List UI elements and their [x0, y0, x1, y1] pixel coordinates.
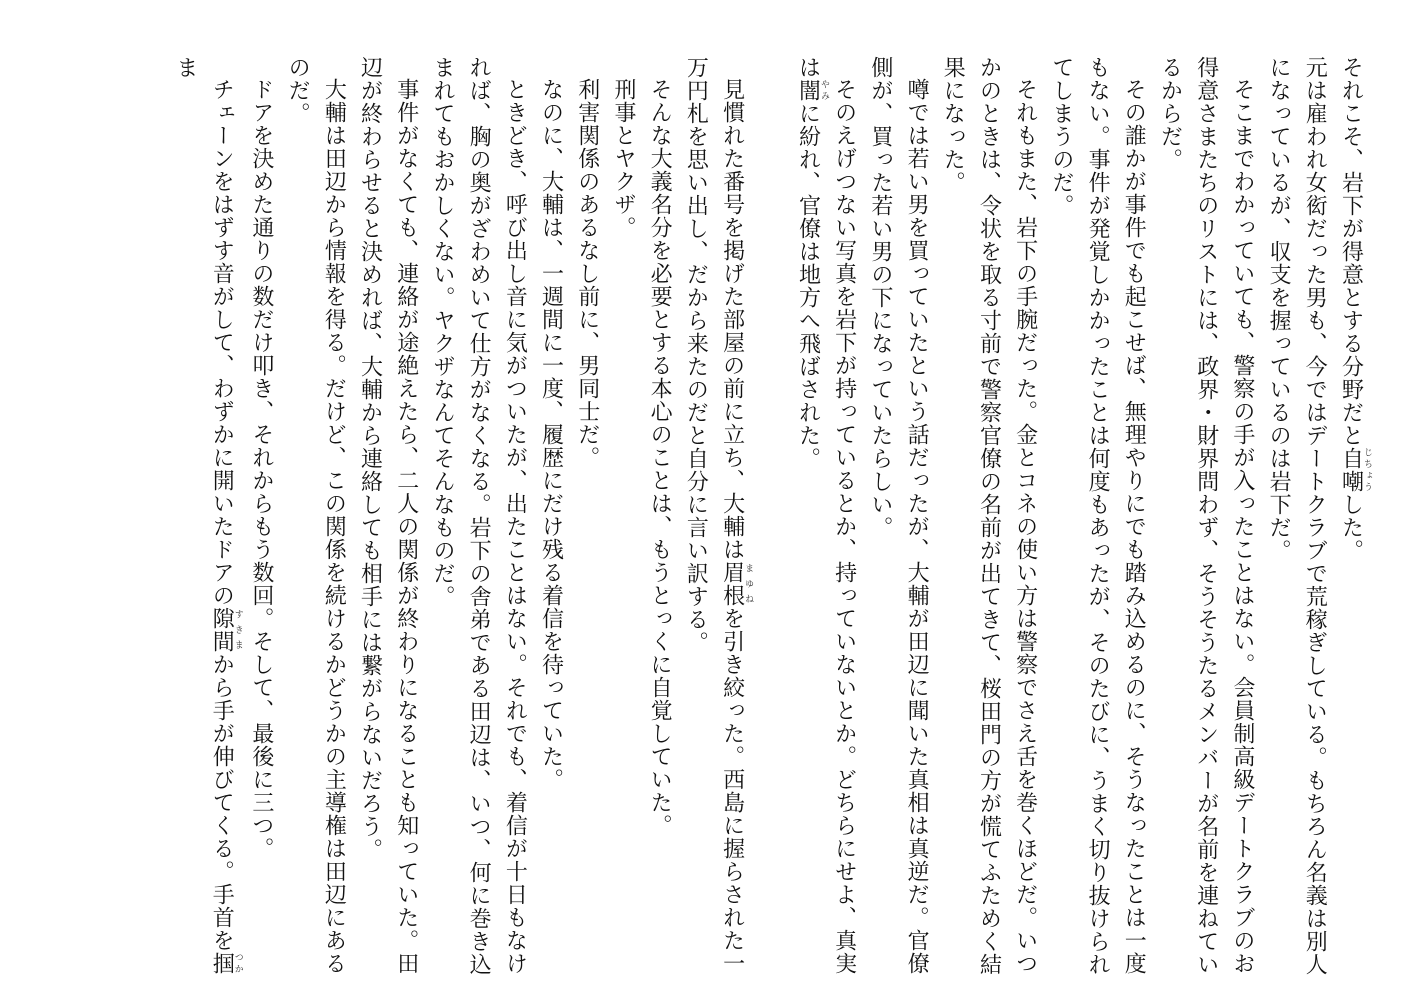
- paragraph: [605, 56, 641, 980]
- text-run: そのえげつない写真を岩下が持っているとか、持っていないとか。どちらにせよ、真実は: [795, 56, 857, 975]
- paragraph: [934, 56, 1043, 980]
- text-run: それこそ、岩下が得意とする分野だと: [1338, 56, 1364, 447]
- text-run: に紛れ、官僚は地方へ飛ばされた。: [795, 102, 821, 470]
- ruby-reading: すきま: [232, 607, 243, 653]
- ruby-base: 眉根: [719, 561, 745, 607]
- text-run: 見慣れた番号を掲げた部屋の前に立ち、大輔は: [719, 78, 745, 561]
- ruby-reading: まゆね: [743, 561, 754, 607]
- ruby-base: 闇: [795, 79, 821, 102]
- ruby-base: 掴: [209, 952, 235, 975]
- ruby-reading: つか: [232, 952, 243, 975]
- text-run: 事件がなくても、連絡が途絶えたら、二人の関係が終わりになることも知っていた。田辺が終わらせると決めれば、大輔から連絡しても相手には繋がらないだろう。: [357, 56, 419, 975]
- paragraph: [569, 56, 605, 980]
- text-run: ドアを決めた通りの数だけ叩き、それからもう数回。そして、最後に三つ。: [248, 78, 274, 860]
- paragraph: [279, 56, 351, 980]
- text-run: 刑事とヤクザ。: [610, 78, 636, 239]
- text-run: を引き絞った。西島に握らされた一万円札を思い出し、だから来たのだと自分に言い訳する。: [683, 56, 745, 975]
- text-run: そこまでわかっていても、警察の手が入ったことはない。会員制高級デートクラブのお得意さまたちのリストには、政界・財界問わず、そうそうたるメンバーが名前を連ねているからだ。: [1157, 56, 1255, 976]
- text-run: チェーンをはずす音がして、わずかに開いたドアの: [209, 78, 235, 607]
- paragraph: [1332, 56, 1372, 980]
- text-run: なのに、大輔は、一週間に一度、履歴にだけ残る着信を待っていた。: [538, 78, 564, 791]
- text-run: そんな大義名分を必要とする本心のことは、もうとっくに自覚していた。: [647, 78, 673, 837]
- paragraph: [862, 56, 934, 980]
- text-run: ときどき、呼び出し音に気がついたが、出たことはない。それでも、着信が十日もなければ、胸の奥がざわめいて仕方がなくなる。岩下の舎弟である田辺は、いつ、何に巻き込まれてもおかしくない。ヤクザなんてそんなものだ。: [429, 56, 528, 976]
- text-run: 噂では若い男を買っていたという話だったが、大輔が田辺に聞いた真相は真逆だ。官僚側が、買った若い男の下になっていたらしい。: [867, 56, 930, 975]
- paragraph: [243, 56, 279, 980]
- paragraph: [167, 56, 243, 980]
- vertical-text-body: [167, 56, 1372, 980]
- paragraph: [1151, 56, 1260, 980]
- text-run: 大輔は田辺から情報を得る。だけど、この関係を続けるかどうかの主導権は田辺にあるのだ。: [285, 56, 347, 975]
- furigana-word: [209, 952, 243, 975]
- text-run: 元は雇われ女衒だった男も、今ではデートクラブで荒稼ぎしている。もちろん名義は別人になっているが、収支を握っているのは岩下だ。: [1266, 56, 1328, 976]
- text-run: ま: [173, 56, 199, 79]
- paragraph: [351, 56, 423, 980]
- paragraph: [424, 56, 533, 980]
- furigana-word: [795, 79, 829, 102]
- paragraph: [677, 56, 753, 980]
- furigana-word: [209, 607, 243, 653]
- text-run: した。: [1338, 493, 1364, 562]
- furigana-word: [1338, 447, 1372, 493]
- paragraph: [1260, 56, 1332, 980]
- text-run: それもまた、岩下の手腕だった。金とコネの使い方は警察でさえ舌を巻くほどだ。いつかのときは、令状を取る寸前で警察官僚の名前が出てきて、桜田門の方が慌てふためく結果になった。: [940, 56, 1038, 976]
- ruby-base: 隙間: [209, 607, 235, 653]
- paragraph: [1043, 56, 1152, 980]
- ruby-base: 自嘲: [1338, 447, 1364, 493]
- paragraph: [641, 56, 677, 980]
- paragraph: [789, 56, 861, 980]
- text-run: 利害関係のあるなし前に、男同士だ。: [574, 78, 600, 469]
- blank-line: [753, 56, 789, 980]
- text-run: その誰かが事件でも起こせば、無理やりにでも踏み込めるのに、そうなったことは一度もない。事件が発覚しかかったことは何度もあったが、そのたびに、うまく切り抜けられてしまうのだ。: [1048, 56, 1147, 976]
- paragraph: [532, 56, 568, 980]
- furigana-word: [719, 561, 754, 607]
- ruby-reading: じちょう: [1362, 447, 1372, 493]
- ruby-reading: やみ: [818, 79, 829, 102]
- text-run: から手が伸びてくる。手首を: [209, 653, 235, 952]
